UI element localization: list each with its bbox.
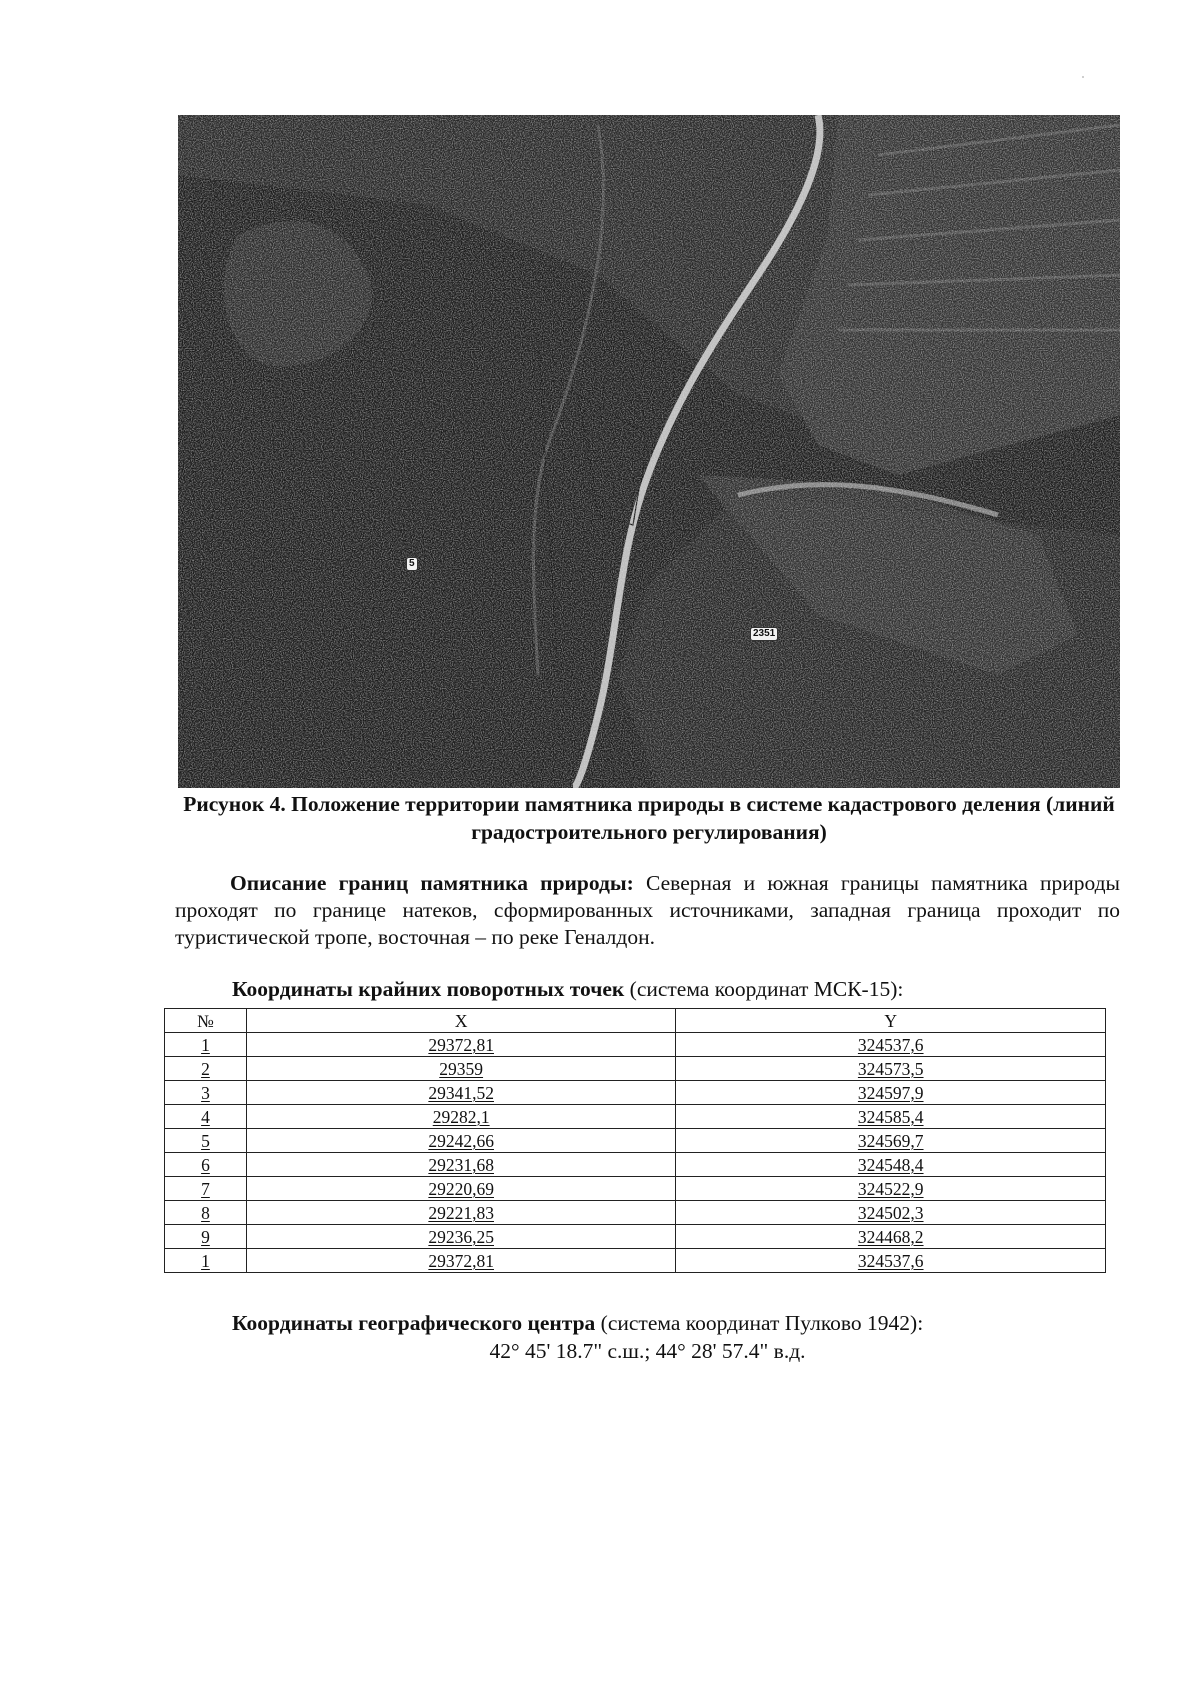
coordinates-heading-rest: (система координат МСК-15): [624, 977, 904, 1001]
y-value: 324522,9 [676, 1177, 1106, 1201]
table-row [165, 1201, 1106, 1225]
coordinates-heading [232, 976, 1132, 1002]
boundary-description [175, 870, 1120, 951]
y-value: 324537,6 [676, 1249, 1106, 1273]
y-value: 324585,4 [676, 1105, 1106, 1129]
table-header-row [165, 1009, 1106, 1033]
geo-center-heading [232, 1310, 1132, 1337]
plot-label-2351: 2351 [750, 627, 778, 641]
table-row [165, 1249, 1106, 1273]
table-row [165, 1057, 1106, 1081]
x-value: 29359 [246, 1057, 676, 1081]
x-value: 29282,1 [246, 1105, 676, 1129]
column-header-y: Y [676, 1009, 1106, 1033]
point-number: 5 [165, 1129, 247, 1153]
point-number: 9 [165, 1225, 247, 1249]
point-number: 4 [165, 1105, 247, 1129]
y-value: 324502,3 [676, 1201, 1106, 1225]
coordinates-table [164, 1008, 1106, 1273]
table-row [165, 1081, 1106, 1105]
geo-center-value: 42° 45' 18.7" с.ш.; 44° 28' 57.4" в.д. [489, 1339, 806, 1363]
point-number: 1 [165, 1033, 247, 1057]
y-value: 324468,2 [676, 1225, 1106, 1249]
x-value: 29372,81 [246, 1249, 676, 1273]
point-number: 1 [165, 1249, 247, 1273]
x-value: 29372,81 [246, 1033, 676, 1057]
page-mark [1082, 76, 1084, 78]
plot-label-5: 5 [406, 557, 418, 571]
geo-center-heading-bold: Координаты географического центра [232, 1311, 596, 1335]
table-row [165, 1105, 1106, 1129]
y-value: 324537,6 [676, 1033, 1106, 1057]
satellite-image [178, 115, 1120, 788]
point-number: 3 [165, 1081, 247, 1105]
terrain-image [178, 115, 1120, 788]
column-header-number: № [165, 1009, 247, 1033]
table-row [165, 1033, 1106, 1057]
column-header-x: X [246, 1009, 676, 1033]
boundary-description-lead: Описание границ памятника природы: [230, 871, 634, 895]
point-number: 7 [165, 1177, 247, 1201]
table-row [165, 1153, 1106, 1177]
coordinates-heading-bold: Координаты крайних поворотных точек [232, 977, 625, 1001]
figure-caption: Рисунок 4. Положение территории памятника природы в системе кадастрового деления (линий градостроительного регулирования) [183, 792, 1115, 844]
table-row [165, 1129, 1106, 1153]
x-value: 29221,83 [246, 1201, 676, 1225]
x-value: 29242,66 [246, 1129, 676, 1153]
x-value: 29231,68 [246, 1153, 676, 1177]
y-value: 324569,7 [676, 1129, 1106, 1153]
point-number: 8 [165, 1201, 247, 1225]
boundary-description-text: Северная и южная границы памятника природы проходят по границе натеков, сформированных источниками, западная граница проходит по туристической тропе, восточная – по реке Геналдон. [175, 871, 1120, 949]
y-value: 324597,9 [676, 1081, 1106, 1105]
geo-center-heading-rest: (система координат Пулково 1942): [595, 1311, 924, 1335]
x-value: 29220,69 [246, 1177, 676, 1201]
y-value: 324573,5 [676, 1057, 1106, 1081]
x-value: 29236,25 [246, 1225, 676, 1249]
point-number: 6 [165, 1153, 247, 1177]
table-row [165, 1225, 1106, 1249]
y-value: 324548,4 [676, 1153, 1106, 1177]
x-value: 29341,52 [246, 1081, 676, 1105]
point-number: 2 [165, 1057, 247, 1081]
table-row [165, 1177, 1106, 1201]
